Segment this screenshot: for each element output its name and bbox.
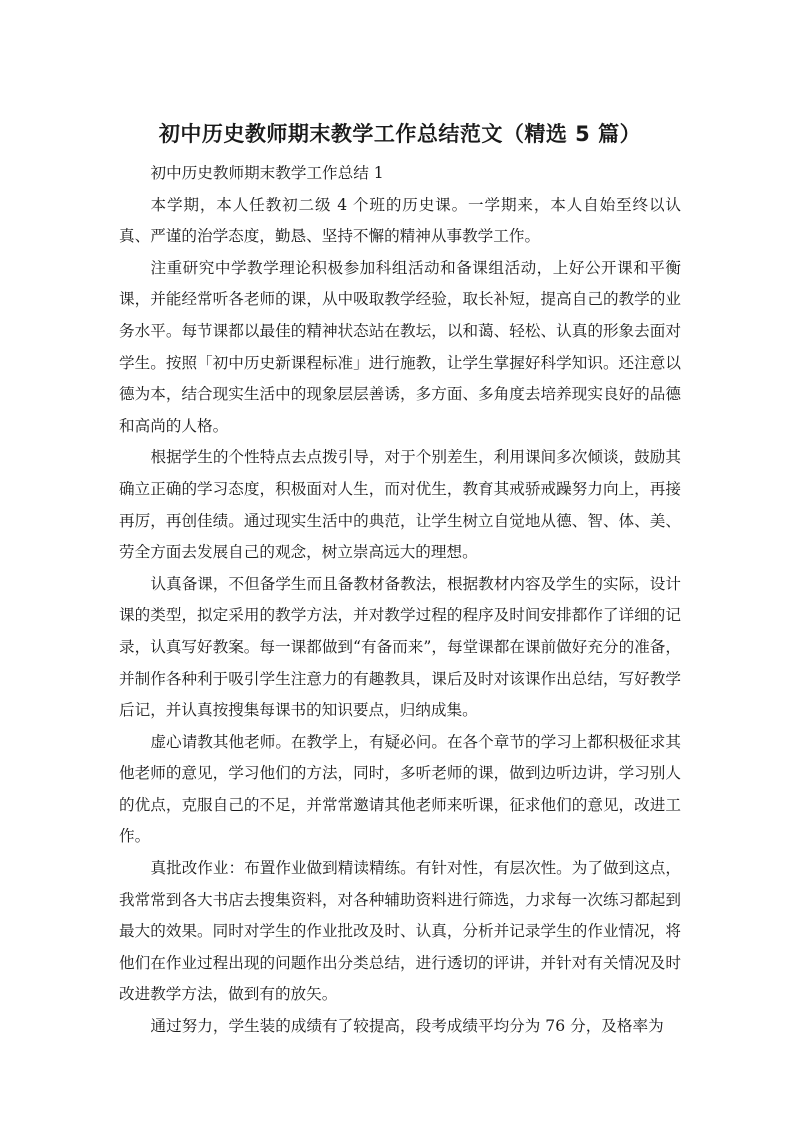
paragraph-2: 注重研究中学教学理论积极参加科组活动和备课组活动，上好公开课和平衡课，并能经常听各老师的课，从中吸取教学经验，取长补短，提高自己的教学的业务水平。每节课都以最佳的精神状态站在教坛，以和蔼、轻松、认真的形象去面对学生。按照「初中历史新课程标准」进行施教，让学生掌握好科学知识。还注意以德为本，结合现实生活中的现象层层善诱，多方面、多角度去培养现实良好的品德和高尚的人格。 <box>119 258 681 435</box>
paragraph-1: 本学期，本人任教初二级 4 个班的历史课。一学期来，本人自始至终以认真、严谨的治学态度，勤恳、坚持不懈的精神从事教学工作。 <box>119 195 681 246</box>
document-title: 初中历史教师期末教学工作总结范文（精选 5 篇） <box>158 122 642 146</box>
paragraph-3: 根据学生的个性特点去点拨引导，对于个别差生，利用课间多次倾谈，鼓励其确立正确的学习态度，积极面对人生，而对优生，教育其戒骄戒躁努力向上，再接再厉，再创佳绩。通过现实生活中的典范，让学生树立自觉地从德、智、体、美、劳全方面去发展自己的观念，树立崇高远大的理想。 <box>119 448 681 562</box>
paragraph-7: 通过努力，学生装的成绩有了较提高，段考成绩平均分为 76 分，及格率为 <box>150 1017 664 1036</box>
paragraph-6: 真批改作业：布置作业做到精读精练。有针对性，有层次性。为了做到这点，我常常到各大书店去搜集资料，对各种辅助资料进行筛选，力求每一次练习都起到最大的效果。同时对学生的作业批改及时、认真，分析并记录学生的作业情况，将他们在作业过程出现的问题作出分类总结，进行透切的评讲，并针对有关情况及时改进教学方法，做到有的放矢。 <box>119 859 681 1004</box>
section-subtitle: 初中历史教师期末教学工作总结 1 <box>150 164 384 182</box>
paragraph-5: 虚心请教其他老师。在教学上，有疑必问。在各个章节的学习上都积极征求其他老师的意见，学习他们的方法，同时，多听老师的课，做到边听边讲，学习别人的优点，克服自己的不足，并常常邀请其他老师来听课，征求他们的意见，改进工作。 <box>119 732 681 846</box>
document-body <box>119 158 681 1043</box>
paragraph-4: 认真备课，不但备学生而且备教材备教法，根据教材内容及学生的实际，设计课的类型，拟定采用的教学方法，并对教学过程的程序及时间安排都作了详细的记录，认真写好教案。每一课都做到“有备而来”，每堂课都在课前做好充分的准备，并制作各种利于吸引学生注意力的有趣教具，课后及时对该课作出总结，写好教学后记，并认真按搜集每课书的知识要点，归纳成集。 <box>119 574 681 720</box>
